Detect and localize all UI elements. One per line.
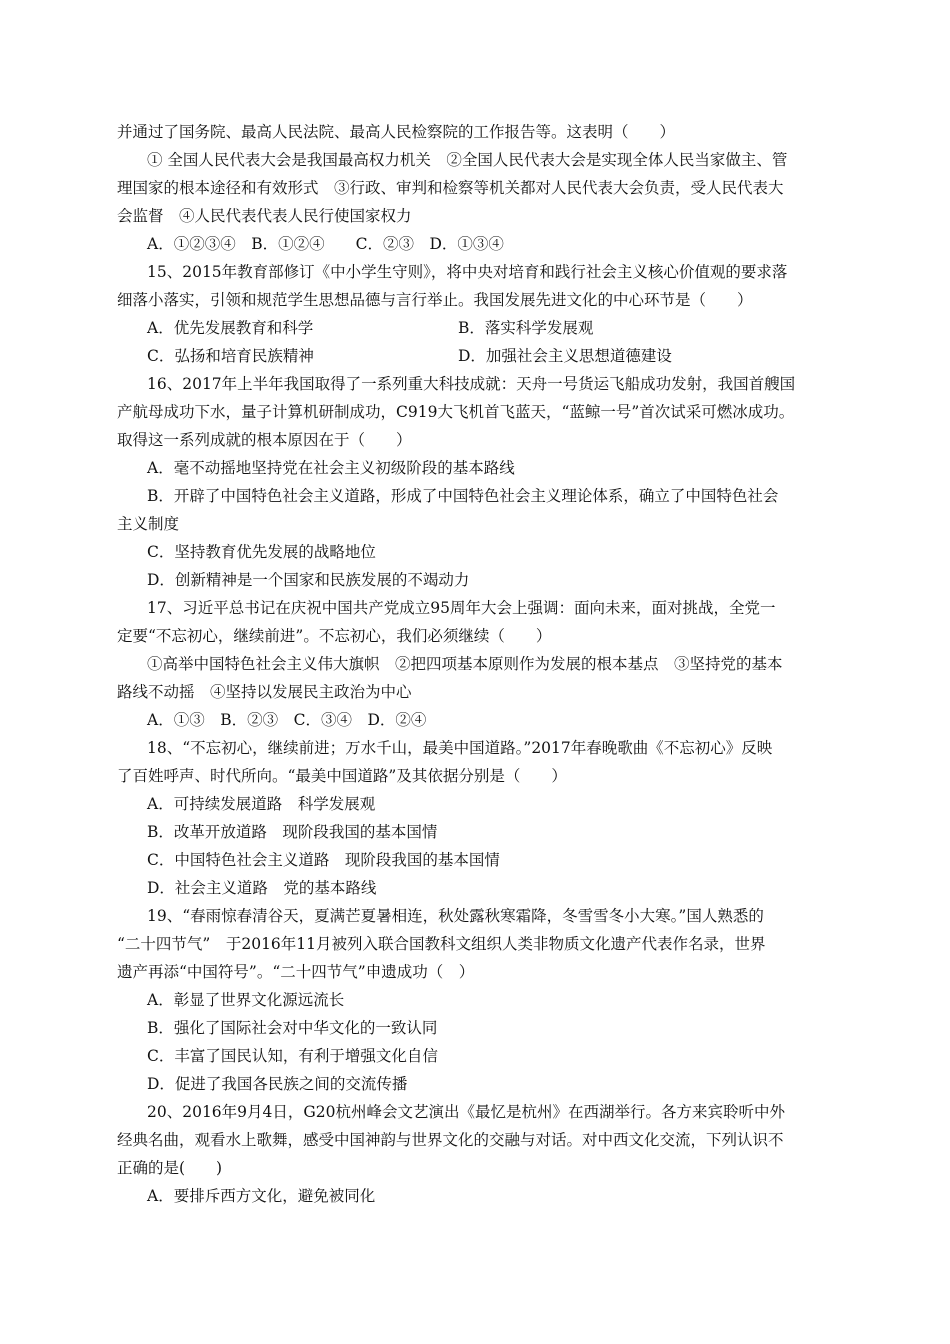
q20-stem: 正确的是( ) (117, 1159, 223, 1177)
q14-statement: 会监督 ④人民代表代表人民行使国家权力 (117, 207, 412, 225)
q14-stem-tail: 并通过了国务院、最高人民法院、最高人民检察院的工作报告等。这表明（ ） (117, 123, 676, 141)
q18-option-d: D．社会主义道路 党的基本路线 (147, 879, 377, 897)
q15-stem: 15、2015年教育部修订《中小学生守则》，将中央对培育和践行社会主义核心价值观的要求落 (147, 263, 788, 281)
q17-stem: 定要“不忘初心，继续前进”。不忘初心，我们必须继续（ ） (117, 627, 552, 645)
q18-option-c: C．中国特色社会主义道路 现阶段我国的基本国情 (147, 851, 500, 869)
q15-option-b: B．落实科学发展观 (458, 319, 594, 337)
q16-option-c: C．坚持教育优先发展的战略地位 (147, 543, 376, 561)
q16-stem: 产航母成功下水，量子计算机研制成功，C919大飞机首飞蓝天，“蓝鲸一号”首次试采可燃冰成功。 (117, 403, 795, 421)
q14-statement: 理国家的根本途径和有效形式 ③行政、审判和检察等机关都对人民代表大会负责，受人民代表大 (117, 179, 784, 197)
q17-statement: ①高举中国特色社会主义伟大旗帜 ②把四项基本原则作为发展的根本基点 ③坚持党的基本 (147, 655, 783, 673)
q16-option-d: D．创新精神是一个国家和民族发展的不竭动力 (147, 571, 470, 589)
q18-stem: 18、“不忘初心，继续前进；万水千山，最美中国道路。”2017年春晚歌曲《不忘初心》反映 (147, 739, 773, 757)
q15-option-a: A．优先发展教育和科学 (147, 319, 314, 337)
q17-statement: 路线不动摇 ④坚持以发展民主政治为中心 (117, 683, 412, 701)
q14-options: A．①②③④ B．①②④ C．②③ D．①③④ (147, 235, 504, 253)
q15-option-d: D．加强社会主义思想道德建设 (458, 347, 672, 365)
q19-stem: 遗产再添“中国符号”。“二十四节气”申遗成功（ ） (117, 963, 475, 981)
q16-stem: 取得这一系列成就的根本原因在于（ ） (117, 431, 412, 449)
q18-option-b: B．改革开放道路 现阶段我国的基本国情 (147, 823, 438, 841)
q19-option-c: C．丰富了国民认知，有利于增强文化自信 (147, 1047, 438, 1065)
q16-option-a: A．毫不动摇地坚持党在社会主义初级阶段的基本路线 (147, 459, 515, 477)
q20-stem: 经典名曲，观看水上歌舞，感受中国神韵与世界文化的交融与对话。对中西文化交流，下列认识不 (117, 1131, 784, 1149)
q19-option-d: D．促进了我国各民族之间的交流传播 (147, 1075, 408, 1093)
q16-option-b-cont: 主义制度 (117, 515, 180, 533)
q20-option-a: A．要排斥西方文化，避免被同化 (147, 1187, 376, 1205)
q18-stem: 了百姓呼声、时代所向。“最美中国道路”及其依据分别是（ ） (117, 767, 567, 785)
q15-stem: 细落小落实，引领和规范学生思想品德与言行举止。我国发展先进文化的中心环节是（ ） (117, 291, 753, 309)
q15-option-c: C．弘扬和培育民族精神 (147, 347, 314, 365)
q20-stem: 20、2016年9月4日，G20杭州峰会文艺演出《最忆是杭州》在西湖举行。各方来宾聆听中外 (147, 1103, 786, 1121)
q14-statement: ① 全国人民代表大会是我国最高权力机关 ②全国人民代表大会是实现全体人民当家做主、管 (147, 151, 788, 169)
q19-stem: 19、“春雨惊春清谷天，夏满芒夏暑相连，秋处露秋寒霜降，冬雪雪冬小大寒。”国人熟悉的 (147, 907, 764, 925)
q17-stem: 17、习近平总书记在庆祝中国共产党成立95周年大会上强调：面向未来，面对挑战，全党一 (147, 599, 776, 617)
q16-option-b: B．开辟了中国特色社会主义道路，形成了中国特色社会主义理论体系，确立了中国特色社会 (147, 487, 779, 505)
q19-option-b: B．强化了国际社会对中华文化的一致认同 (147, 1019, 438, 1037)
q18-option-a: A．可持续发展道路 科学发展观 (147, 795, 376, 813)
q17-options: A．①③ B．②③ C．③④ D．②④ (147, 711, 427, 729)
q19-option-a: A．彰显了世界文化源远流长 (147, 991, 345, 1009)
q16-stem: 16、2017年上半年我国取得了一系列重大科技成就：天舟一号货运飞船成功发射，我国首艘国 (147, 375, 796, 393)
q19-stem: “二十四节气” 于2016年11月被列入联合国教科文组织人类非物质文化遗产代表作名录，世界 (117, 935, 766, 953)
